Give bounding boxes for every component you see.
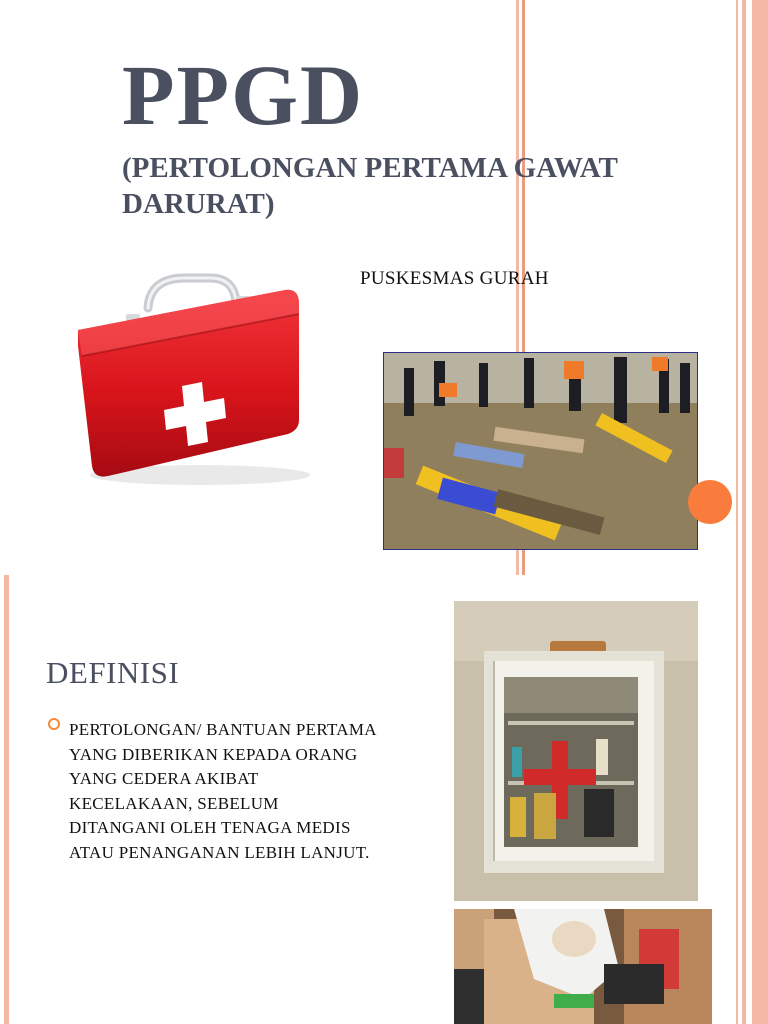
ring-bullet-icon — [48, 718, 60, 730]
definition-slide — [0, 575, 768, 1024]
first-aid-treatment-photo — [454, 909, 712, 1024]
slide-title: PPGD — [122, 47, 365, 143]
decor-stripe — [742, 575, 746, 1024]
emergency-drill-photo — [383, 352, 698, 550]
decor-stripe — [752, 575, 768, 1024]
accent-dot — [688, 480, 732, 524]
slide-subtitle: (PERTOLONGAN PERTAMA GAWAT DARURAT) — [122, 152, 618, 220]
definition-text: PERTOLONGAN/ BANTUAN PERTAMA YANG DIBERIKAN KEPADA ORANG YANG CEDERA AKIBAT KECELAKAAN, SEBELUM DITANGANI OLEH TENAGA MEDIS ATAU PENANGANAN LEBIH LANJUT. — [69, 720, 376, 862]
decor-stripe — [742, 0, 746, 575]
decor-stripe — [4, 575, 9, 1024]
section-heading: DEFINISI — [46, 655, 180, 690]
first-aid-kit-image — [60, 270, 320, 490]
definition-bullet — [46, 718, 376, 865]
location-label: PUSKESMAS GURAH — [360, 268, 549, 289]
decor-stripe — [752, 0, 768, 575]
decor-stripe — [736, 575, 738, 1024]
decor-stripe — [736, 0, 738, 575]
first-aid-cabinet-photo — [454, 601, 698, 901]
